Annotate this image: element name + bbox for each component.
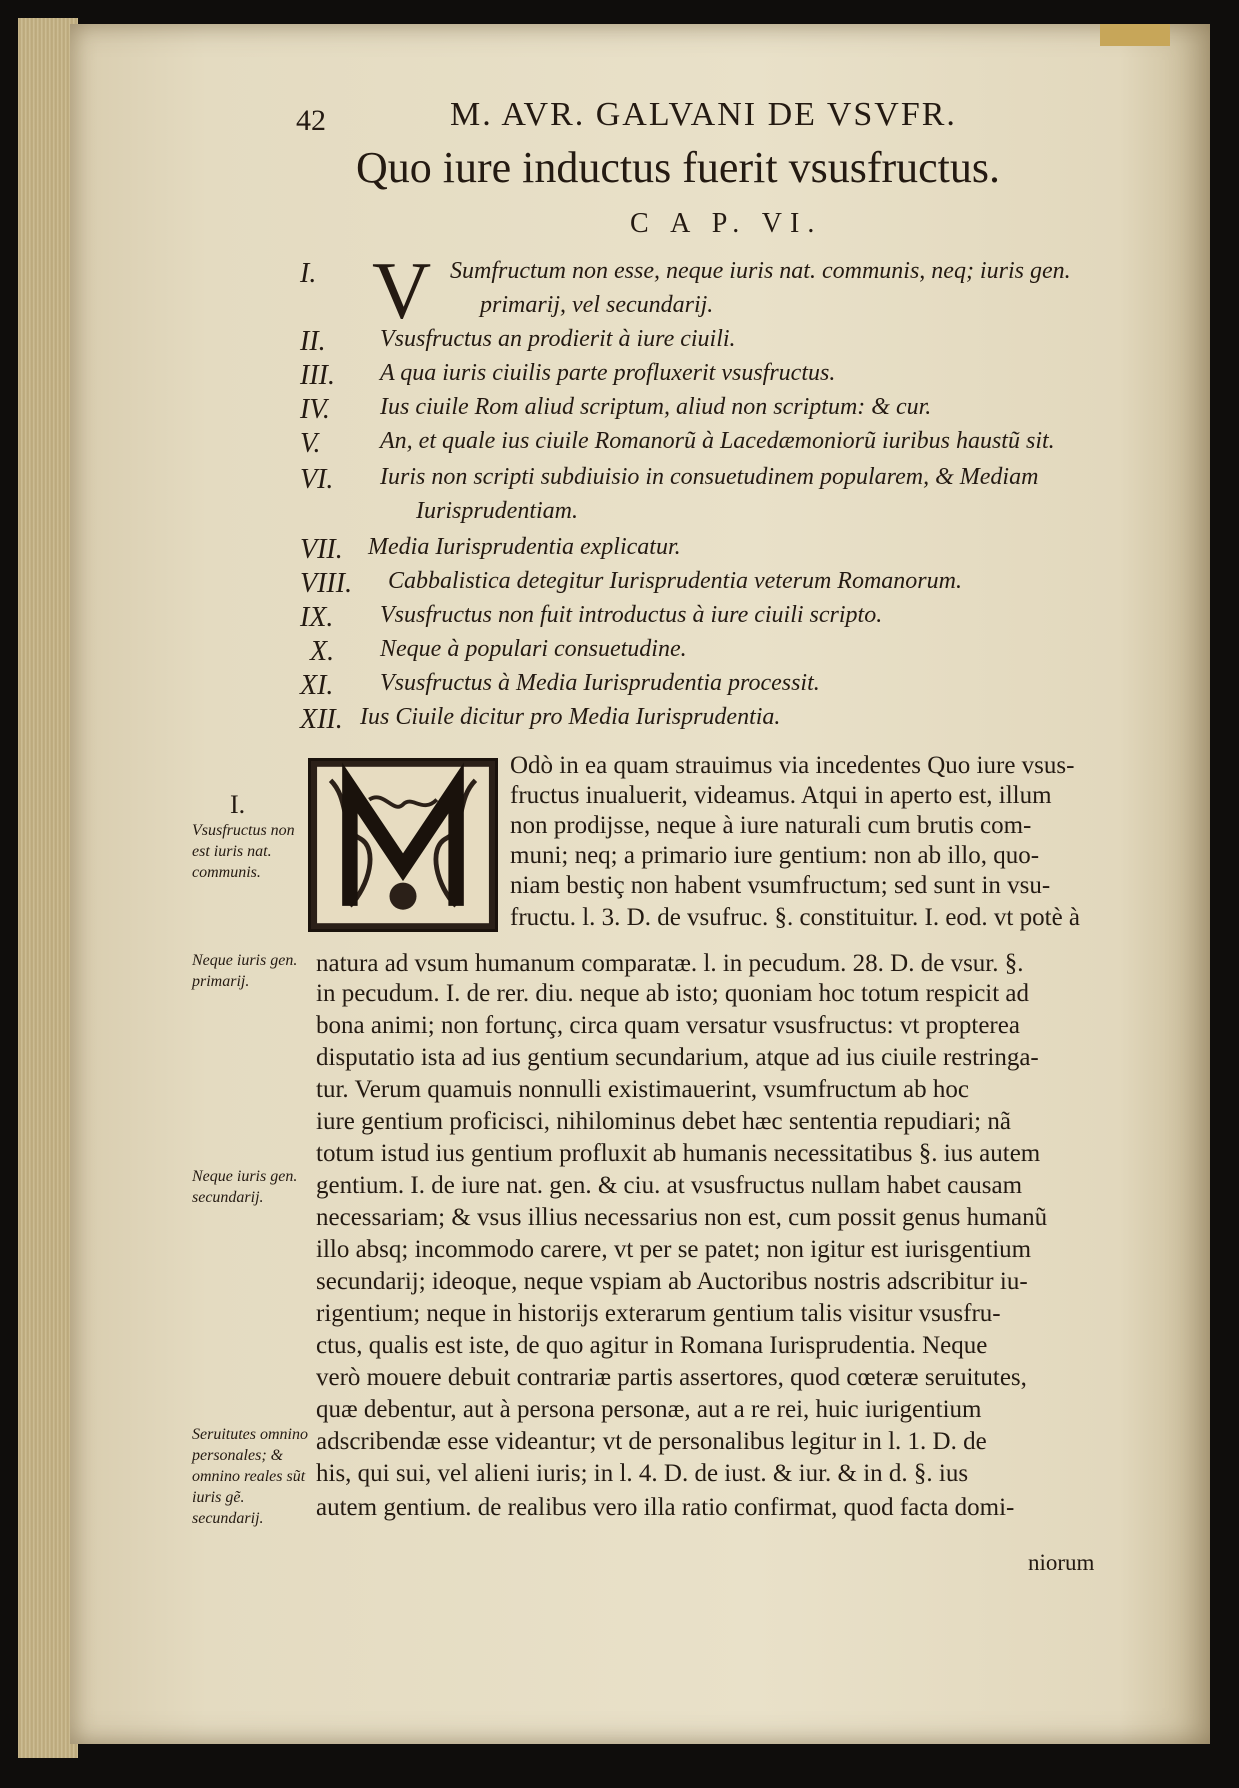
- margin-note: Seruitutes omnino personales; & omnino reales sũt iuris gẽ. secundarij.: [192, 1426, 308, 1527]
- body-line: tur. Verum quamuis nonnulli existimauerint, vsumfructum ab hoc: [316, 1076, 969, 1103]
- body-line: verò mouere debuit contrariæ partis assertores, quod cœteræ seruitutes,: [316, 1364, 1027, 1391]
- margin-note: Neque iuris gen. primarij.: [192, 952, 298, 990]
- running-head: M. AVR. GALVANI DE VSVFR.: [450, 96, 957, 133]
- body-line: Odò in ea quam strauimus via incedentes Quo iure vsus-: [510, 752, 1075, 779]
- body-line: niam bestiç non habent vsumfructum; sed sunt in vsu-: [510, 872, 1051, 899]
- summary-number: I.: [300, 258, 317, 289]
- body-line: rigentium; neque in historijs exterarum gentium talis visitur vsusfru-: [316, 1300, 1001, 1327]
- summary-text: Vsusfructus non fuit introductus à iure ciuili scripto.: [380, 602, 883, 628]
- summary-number: IV.: [300, 394, 330, 425]
- summary-text: Ius ciuile Rom aliud scriptum, aliud non scriptum: & cur.: [380, 394, 932, 420]
- body-line: non prodijsse, neque à iure naturali cum brutis com-: [510, 812, 1032, 839]
- body-line: disputatio ista ad ius gentium secundarium, atque ad ius ciuile restringa-: [316, 1044, 1039, 1071]
- body-line: fructus inualuerit, videamus. Atqui in aperto est, illum: [510, 782, 1052, 809]
- body-line: muni; neq; a primario iure gentium: non ab illo, quo-: [510, 842, 1040, 869]
- body-line: secundarij; ideoque, neque vspiam ab Auctoribus nostris adscribitur iu-: [316, 1268, 1028, 1295]
- body-line: bona animi; non fortunç, circa quam versatur vsusfructus: vt propterea: [316, 1012, 1020, 1039]
- summary-text: An, et quale ius ciuile Romanorũ à Lacedæmoniorũ iuribus haustũ sit.: [380, 428, 1055, 454]
- body-line: illo absq; incommodo carere, vt per se patet; non igitur est iurisgentium: [316, 1236, 1032, 1263]
- summary-number: III.: [300, 360, 335, 391]
- book-page-edges: [18, 18, 78, 1758]
- body-line: ctus, qualis est iste, de quo agitur in Romana Iurisprudentia. Neque: [316, 1332, 988, 1359]
- body-line: natura ad vsum humanum comparatæ. l. in pecudum. 28. D. de vsur. §.: [316, 950, 1024, 977]
- summary-number: VI.: [300, 464, 334, 495]
- margin-note: Vsusfructus non est iuris nat. communis.: [192, 822, 295, 881]
- page-number: 42: [296, 104, 326, 137]
- body-line: necessariam; & vsus illius necessarius non est, cum possit genus humanũ: [316, 1204, 1048, 1231]
- body-line: gentium. I. de iure nat. gen. & ciu. at vsusfructus nullam habet causam: [316, 1172, 1023, 1199]
- summary-number: IX.: [300, 602, 334, 633]
- summary-text: Ius Ciuile dicitur pro Media Iurisprudentia.: [360, 704, 781, 730]
- summary-number: VIII.: [300, 568, 353, 599]
- summary-text: Vsusfructus an prodierit à iure ciuili.: [380, 326, 736, 352]
- catchword: niorum: [1028, 1550, 1095, 1575]
- summary-number: II.: [300, 326, 326, 357]
- summary-text: Cabbalistica detegitur Iurisprudentia veterum Romanorum.: [388, 568, 962, 594]
- body-line: his, qui sui, vel alieni iuris; in l. 4. D. de iust. & iur. & in d. §. ius: [316, 1460, 969, 1487]
- summary-number: VII.: [300, 534, 343, 565]
- body-line: quæ debentur, aut à persona personæ, aut a re rei, huic iurigentium: [316, 1396, 982, 1423]
- margin-note: Neque iuris gen. secundarij.: [192, 1168, 298, 1206]
- body-line: fructu. l. 3. D. de vsufruc. §. constituitur. I. eod. vt potè à: [510, 904, 1081, 931]
- body-line: adscribendæ esse videantur; vt de personalibus legitur in l. 1. D. de: [316, 1428, 987, 1455]
- summary-text: Neque à populari consuetudine.: [380, 636, 687, 662]
- summary-number: X.: [310, 636, 335, 667]
- ribbon-tab: [1100, 24, 1170, 46]
- margin-number: I.: [230, 790, 246, 819]
- summary-text: Media Iurisprudentia explicatur.: [368, 534, 681, 560]
- body-line: in pecudum. I. de rer. diu. neque ab isto; quoniam hoc totum respicit ad: [316, 980, 1030, 1007]
- summary-text: Vsusfructus à Media Iurisprudentia processit.: [380, 670, 820, 696]
- ornamental-letter-icon: [311, 761, 495, 929]
- summary-number: XII.: [300, 704, 343, 735]
- summary-number: XI.: [300, 670, 334, 701]
- chapter-number: C A P. VI.: [630, 208, 823, 239]
- summary-text: Iuris non scripti subdiuisio in consuetudinem popularem, & Mediam: [380, 464, 1039, 490]
- summary-text: A qua iuris ciuilis parte profluxerit vsusfructus.: [380, 360, 836, 386]
- body-line: totum istud ius gentium profluxit ab humanis necessitatibus §. ius autem: [316, 1140, 1041, 1167]
- summary-number: V.: [300, 428, 321, 459]
- summary-text: Sumfructum non esse, neque iuris nat. communis, neq; iuris gen.: [450, 258, 1071, 284]
- summary-initial: V: [372, 245, 432, 336]
- body-line: iure gentium proficisci, nihilominus debet hæc sententia repudiari; nã: [316, 1108, 1011, 1135]
- summary-text: primarij, vel secundarij.: [480, 292, 714, 318]
- summary-text: Iurisprudentiam.: [416, 498, 578, 524]
- chapter-title: Quo iure inductus fuerit vsusfructus.: [356, 143, 1000, 192]
- body-line: autem gentium. de realibus vero illa ratio confirmat, quod facta domi-: [316, 1494, 1015, 1521]
- decorated-initial-m-image: [308, 758, 498, 932]
